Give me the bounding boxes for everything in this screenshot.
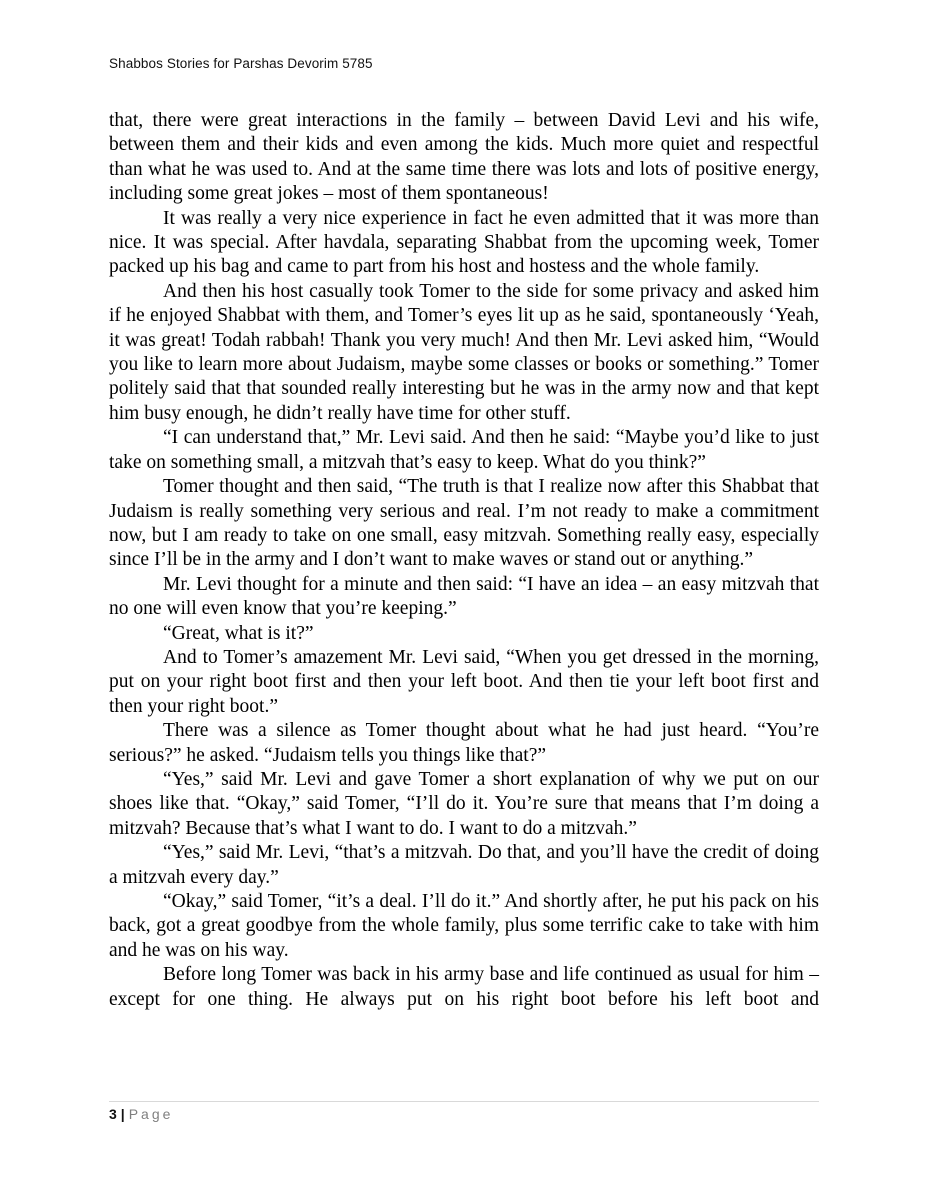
paragraph: It was really a very nice experience in fact he even admitted that it was more than nice. It was special. After havdala, separating Shabbat from the upcoming week, Tomer packed up his bag and came to part from his host and hostess and the whole family. [109,207,819,278]
paragraph: “Yes,” said Mr. Levi, “that’s a mitzvah. Do that, and you’ll have the credit of doing a mitzvah every day.” [109,842,819,888]
footer-divider [109,1101,819,1102]
paragraph: Mr. Levi thought for a minute and then said: “I have an idea – an easy mitzvah that no one will even know that you’re keeping.” [109,573,819,620]
page-number: 3 [109,1106,117,1122]
paragraph: “I can understand that,” Mr. Levi said. And then he said: “Maybe you’d like to just take on something small, a mitzvah that’s easy to keep. What do you think?” [109,427,819,473]
story-body [109,109,819,1012]
paragraph: “Okay,” said Tomer, “it’s a deal. I’ll do it.” And shortly after, he put his pack on his back, got a great goodbye from the whole family, plus some terrific cake to take with him and he was on his way. [109,891,819,961]
page-label: Page [128,1106,174,1122]
paragraph: And then his host casually took Tomer to the side for some privacy and asked him if he enjoyed Shabbat with them, and Tomer’s eyes lit up as he said, spontaneously ‘Yeah, it was great! Todah rabbah! Thank you very much! And then Mr. Levi asked him, “Would you like to learn more about Judaism, maybe some classes or books or something.” Tomer politely said that that sounded really interesting but he was in the army now and that kept him busy enough, he didn’t really have time for other stuff. [109,280,819,424]
paragraph: And to Tomer’s amazement Mr. Levi said, “When you get dressed in the morning, put on your right boot first and then your left boot. And then tie your left boot first and then your right boot.” [109,646,819,717]
page-footer [109,1106,173,1122]
paragraph: Tomer thought and then said, “The truth is that I realize now after this Shabbat that Judaism is really something very serious and real. I’m not ready to make a commitment now, but I am ready to take on one small, easy mitzvah. Something really easy, especially since I’ll be in the army and I don’t want to make waves or stand out or anything.” [109,476,819,571]
paragraph: There was a silence as Tomer thought about what he had just heard. “You’re serious?” he asked. “Judaism tells you things like that?” [109,720,819,766]
paragraph: “Great, what is it?” [163,622,314,644]
footer-separator: | [120,1106,125,1122]
running-header: Shabbos Stories for Parshas Devorim 5785 [109,56,373,71]
paragraph: Before long Tomer was back in his army base and life continued as usual for him – except for one thing. He always put on his right boot before his left boot and [109,964,819,1010]
paragraph: “Yes,” said Mr. Levi and gave Tomer a short explanation of why we put on our shoes like that. “Okay,” said Tomer, “I’ll do it. You’re sure that means that I’m doing a mitzvah? Because that’s what I want to do. I want to do a mitzvah.” [109,768,819,839]
paragraph: that, there were great interactions in the family – between David Levi and his wife, between them and their kids and even among the kids. Much more quiet and respectful than what he was used to. And at the same time there was lots and lots of positive energy, including some great jokes – most of them spontaneous! [109,110,819,205]
